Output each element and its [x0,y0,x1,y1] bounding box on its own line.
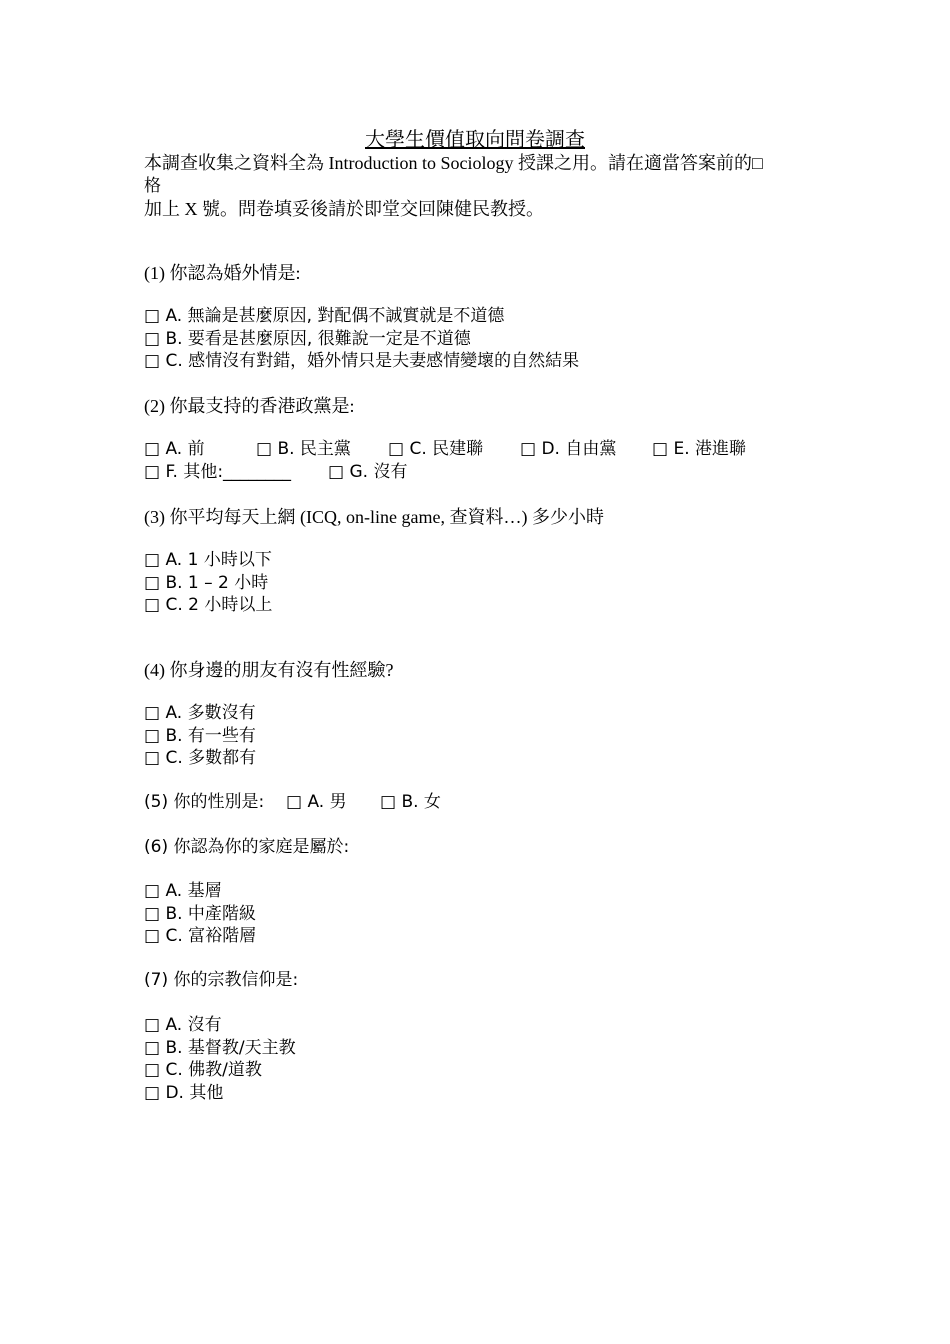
q7-option-d[interactable]: □ D. 其他 [144,1083,224,1103]
q5-option-a[interactable]: □ A. 男 [286,792,347,812]
page-title: 大學生價值取向問卷調查 [365,127,585,151]
q2-option-a[interactable]: □ A. 前 [144,439,205,459]
q2-option-b[interactable]: □ B. 民主黨 [256,439,351,459]
q4-option-c[interactable]: □ C. 多數都有 [144,748,257,768]
question-4: (4) 你身邊的朋友有沒有性經驗? [144,660,394,680]
q4-option-a[interactable]: □ A. 多數沒有 [144,703,256,723]
intro-line-3: 加上 X 號。問卷填妥後請於即堂交回陳健民教授。 [144,199,544,219]
q6-option-a[interactable]: □ A. 基層 [144,881,222,901]
q3-option-b[interactable]: □ B. 1 – 2 小時 [144,573,269,593]
q6-option-c[interactable]: □ C. 富裕階層 [144,926,257,946]
q3-option-a[interactable]: □ A. 1 小時以下 [144,550,272,570]
q7-option-b[interactable]: □ B. 基督教/天主教 [144,1038,296,1058]
q1-option-b[interactable]: □ B. 要看是甚麼原因, 很難說一定是不道德 [144,329,471,349]
q2-option-d[interactable]: □ D. 自由黨 [520,439,617,459]
q4-option-b[interactable]: □ B. 有一些有 [144,726,256,746]
q2-option-c[interactable]: □ C. 民建聯 [388,439,484,459]
question-1: (1) 你認為婚外情是: [144,263,301,283]
q6-option-b[interactable]: □ B. 中產階級 [144,904,256,924]
q1-option-a[interactable]: □ A. 無論是甚麼原因, 對配偶不誠實就是不道德 [144,306,505,326]
q5-option-b[interactable]: □ B. 女 [380,792,441,812]
q2-option-g[interactable]: □ G. 沒有 [328,462,408,482]
question-3: (3) 你平均每天上網 (ICQ, on-line game, 查資料…) 多少小時 [144,507,604,527]
intro-line-2: 格 [144,176,161,196]
q1-option-c[interactable]: □ C. 感情沒有對錯，婚外情只是夫妻感情變壞的自然結果 [144,351,580,371]
q3-option-c[interactable]: □ C. 2 小時以上 [144,595,273,615]
q2-option-f[interactable]: □ F. 其他:________ [144,462,292,482]
q2-option-e[interactable]: □ E. 港進聯 [652,439,747,459]
question-5: (5) 你的性別是: [144,792,265,812]
question-6: (6) 你認為你的家庭是屬於: [144,837,350,857]
q7-option-a[interactable]: □ A. 沒有 [144,1015,222,1035]
q7-option-c[interactable]: □ C. 佛教/道教 [144,1060,262,1080]
question-7: (7) 你的宗教信仰是: [144,970,299,990]
question-2: (2) 你最支持的香港政黨是: [144,396,355,416]
intro-line-1: 本調查收集之資料全為 Introduction to Sociology 授課之用。請在適當答案前的□ [144,153,763,173]
